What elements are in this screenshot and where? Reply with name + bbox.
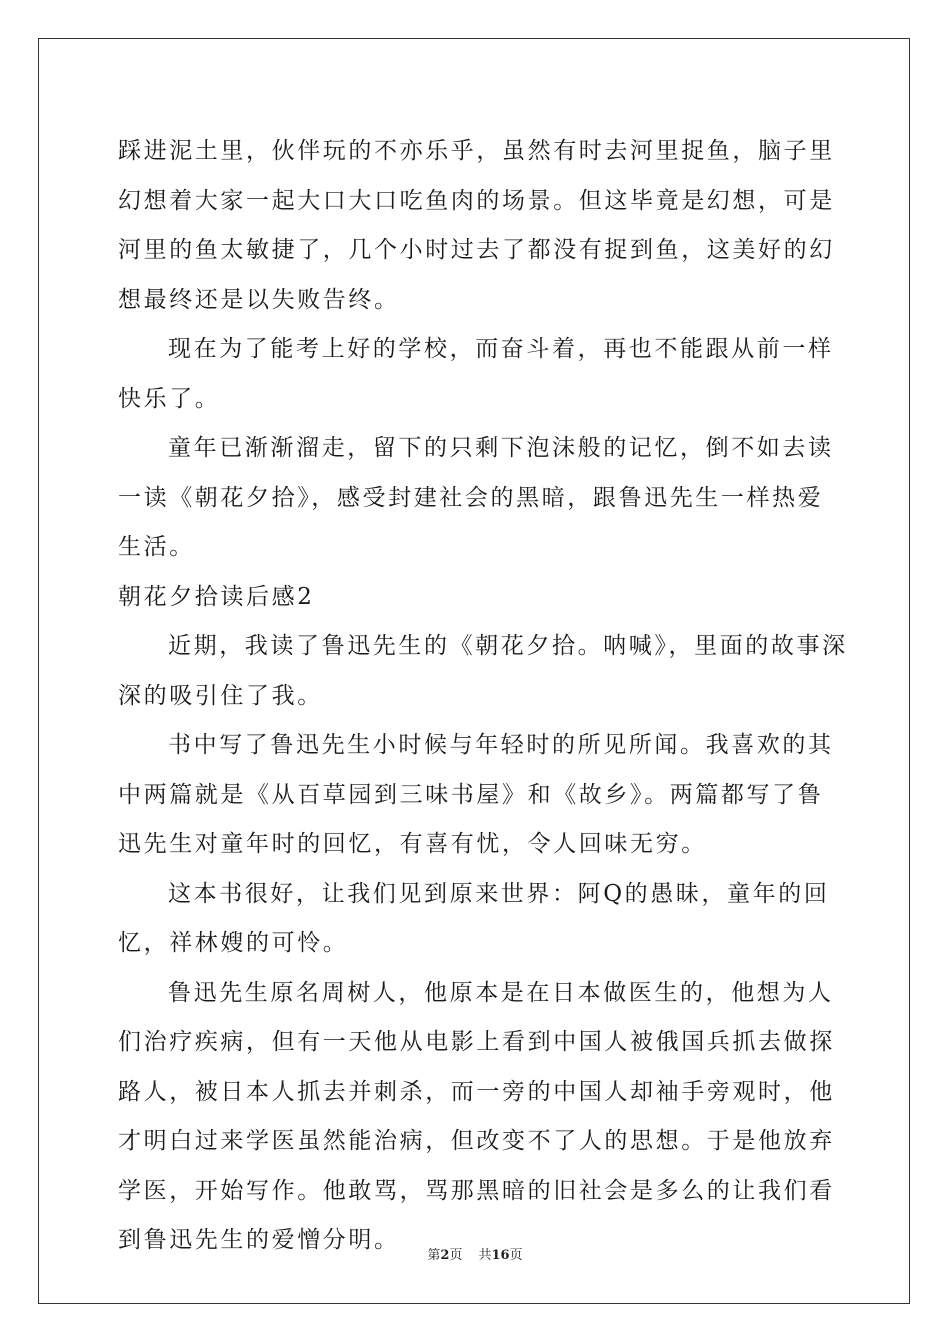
page-suffix: 页: [449, 1248, 463, 1263]
page-footer: [0, 1244, 950, 1263]
paragraph: 这本书很好，让我们见到原来世界：阿Q的愚昧，童年的回忆，祥林嫂的可怜。: [118, 880, 830, 956]
paragraph: 踩进泥土里，伙伴玩的不亦乐乎，虽然有时去河里捉鱼，脑子里幻想着大家一起大口大口吃鱼肉的场景。但这毕竟是幻想，可是河里的鱼太敏捷了，几个小时过去了都没有捉到鱼，这美好的幻想最终还是以失败告终。: [118, 138, 835, 313]
paragraph: 近期，我读了鲁迅先生的《朝花夕拾。呐喊》，里面的故事深深的吸引住了我。: [118, 633, 848, 709]
paragraph: 鲁迅先生原名周树人，他原本是在日本做医生的，他想为人们治疗疾病，但有一天他从电影上看到中国人被俄国兵抓去做探路人，被日本人抓去并刺杀，而一旁的中国人却袖手旁观时，他才明白过来学医虽然能治病，但改变不了人的思想。于是他放弃学医，开始写作。他敢骂，骂那黑暗的旧社会是多么的让我们看到鲁迅先生的爱憎分明。: [118, 979, 835, 1253]
paragraph: 书中写了鲁迅先生小时候与年轻时的所见所闻。我喜欢的其中两篇就是《从百草园到三味书屋》和《故乡》。两篇都写了鲁迅先生对童年时的回忆，有喜有忧，令人回味无穷。: [118, 732, 834, 857]
total-prefix: 共: [478, 1248, 492, 1263]
total-pages: 16: [491, 1248, 510, 1263]
total-suffix: 页: [509, 1248, 523, 1263]
paragraph: 童年已渐渐溜走，留下的只剩下泡沫般的记忆，倒不如去读一读《朝花夕拾》，感受封建社会的黑暗，跟鲁迅先生一样热爱生活。: [118, 435, 834, 560]
document-body: [118, 127, 848, 1266]
page-current: 2: [440, 1248, 450, 1263]
paragraph: 现在为了能考上好的学校，而奋斗着，再也不能跟从前一样快乐了。: [118, 336, 834, 412]
page-prefix: 第: [427, 1248, 441, 1263]
section-heading: 朝花夕拾读后感2: [118, 583, 315, 610]
